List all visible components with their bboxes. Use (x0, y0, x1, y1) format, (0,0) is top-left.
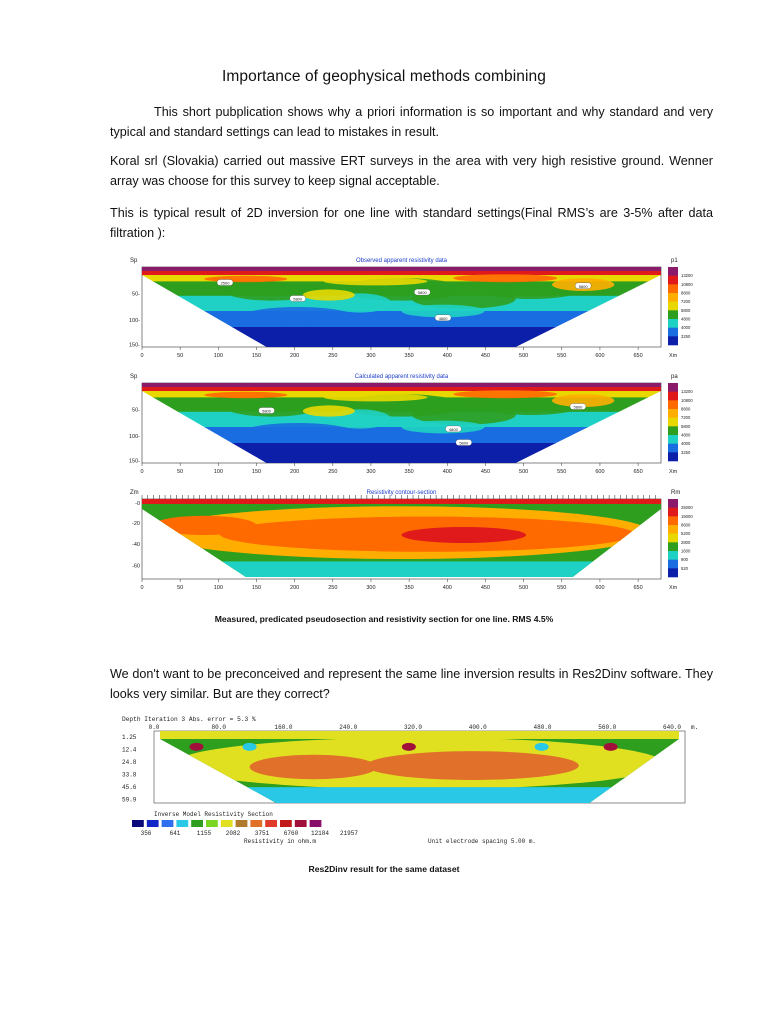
res2dinv-depth-tick: 12.4 (122, 746, 137, 754)
legend-swatch (668, 293, 678, 302)
res2dinv-depth-tick: 24.8 (122, 759, 137, 766)
legend-value: 13200 (681, 273, 693, 279)
x-tick-label: 600 (595, 585, 605, 591)
res2dinv-legend-value: 12184 (310, 830, 330, 837)
res2dinv-legend-swatch (162, 820, 174, 827)
contour-label: 5800 (578, 283, 588, 289)
legend-swatch (668, 444, 678, 453)
x-tick-label: 200 (290, 353, 300, 359)
color-band (142, 383, 661, 388)
x-tick-label: 350 (404, 585, 414, 591)
color-band (142, 271, 661, 276)
x-tick-label: 50 (177, 353, 184, 359)
y-tick-label: 150- (128, 342, 140, 349)
x-tick-label: 350 (404, 469, 414, 475)
x-unit-label: Xm (669, 585, 678, 591)
x-tick-label: 0 (140, 353, 144, 359)
res2dinv-x-tick: 240.0 (339, 724, 358, 731)
res2dinv-spot (604, 743, 618, 751)
res2dinv-spot (243, 743, 257, 751)
legend-value: 10800 (681, 397, 693, 403)
x-tick-label: 600 (595, 469, 605, 475)
x-tick-label: 200 (290, 585, 300, 591)
legend-swatch (668, 525, 678, 534)
legend-swatch (668, 383, 678, 392)
section-top-band (142, 499, 661, 504)
x-tick-label: 250 (328, 585, 338, 591)
x-tick-label: 500 (519, 469, 529, 475)
legend-swatch (668, 302, 678, 311)
x-tick-label: 0 (140, 469, 144, 475)
unit-label: p1 (671, 258, 678, 264)
figure-panel-resistivity-section (126, 487, 693, 597)
res2dinv-legend-value: 6760 (283, 830, 299, 837)
legend-swatch (668, 284, 678, 293)
legend-value: 1600 (681, 548, 691, 554)
y-tick-label: -0 (135, 501, 140, 507)
legend-value: 4000 (681, 325, 691, 331)
res2dinv-spacing-label: Unit electrode spacing 5.00 m. (428, 838, 537, 845)
x-tick-label: 650 (633, 353, 643, 359)
x-tick-label: 300 (366, 585, 376, 591)
section-core (402, 527, 527, 543)
color-band (142, 267, 661, 272)
x-tick-label: 100 (213, 469, 223, 475)
res2dinv-x-unit: m. (691, 724, 699, 731)
x-tick-label: 150 (251, 469, 262, 475)
res2dinv-spot (402, 743, 416, 751)
x-tick-label: 450 (480, 585, 491, 591)
contour-label: 5800 (459, 440, 469, 446)
anomaly-blob (303, 289, 355, 300)
panel-title: Observed apparent resistivity data (355, 258, 448, 264)
x-tick-label: 400 (442, 469, 452, 475)
contour-label: 5800 (573, 404, 583, 410)
anomaly-blob (246, 423, 350, 439)
anomaly-blob (303, 405, 355, 416)
res2dinv-legend-swatch (191, 820, 203, 827)
x-tick-label: 150 (251, 585, 262, 591)
res2dinv-legend-swatch (132, 820, 144, 827)
x-tick-label: 200 (290, 469, 300, 475)
legend-swatch (668, 310, 678, 319)
x-tick-label: 0 (140, 585, 144, 591)
res2dinv-lens (250, 755, 377, 779)
res2dinv-legend-swatch (295, 820, 307, 827)
unit-label: Rm (671, 490, 681, 496)
res2dinv-x-tick: 320.0 (404, 724, 423, 731)
legend-swatch (668, 267, 678, 276)
res2dinv-legend-value: 2082 (225, 830, 241, 837)
res2dinv-legend-swatch (206, 820, 218, 827)
res2dinv-x-tick: 160.0 (274, 724, 293, 731)
y-tick-label: 150- (128, 458, 140, 465)
res2dinv-legend-value: 356 (140, 830, 152, 837)
legend-swatch (668, 534, 678, 543)
res2dinv-resistivity-label: Resistivity in ohm.m (244, 838, 317, 845)
res2dinv-spot (535, 743, 549, 751)
legend-swatch (668, 400, 678, 409)
legend-swatch (668, 568, 678, 577)
legend-swatch (668, 392, 678, 401)
y-tick-label: 100- (128, 317, 140, 324)
anomaly-blob (204, 276, 287, 282)
legend-value: 4800 (681, 432, 691, 438)
res2dinv-x-tick: 480.0 (533, 724, 552, 731)
figure1-caption: Measured, predicated pseudosection and resistivity section for one line. RMS 4.5% (214, 614, 554, 624)
legend-value: 8600 (681, 522, 691, 528)
res2dinv-depth-tick: 1.25 (122, 734, 137, 741)
panel-title: Calculated apparent resistivity data (354, 374, 449, 380)
figure2-caption: Res2Dinv result for the same dataset (308, 864, 460, 874)
y-tick-label: 50- (132, 291, 140, 298)
legend-swatch (668, 426, 678, 435)
legend-swatch (668, 551, 678, 560)
x-tick-label: 150 (251, 353, 262, 359)
y-tick-label: 50- (132, 407, 140, 414)
res2dinv-x-tick: 0.0 (148, 724, 160, 731)
res2dinv-lens (366, 751, 578, 780)
res2dinv-spot (189, 743, 203, 751)
legend-value: 15000 (681, 513, 693, 519)
res2dinv-depth-tick: 45.6 (122, 784, 137, 791)
anomaly-blob (324, 393, 428, 401)
res2dinv-header: Depth Iteration 3 Abs. error = 5.3 % (122, 716, 256, 723)
x-tick-label: 550 (557, 585, 567, 591)
anomaly-blob (225, 397, 318, 416)
contour-label: 4800 (448, 427, 458, 432)
legend-swatch (668, 319, 678, 328)
res2dinv-legend-swatch (265, 820, 277, 827)
legend-value: 3250 (681, 333, 691, 339)
x-tick-label: 500 (519, 585, 529, 591)
legend-swatch (668, 452, 678, 461)
anomaly-blob (246, 307, 350, 323)
x-unit-label: Xm (669, 469, 678, 475)
legend-value: 4800 (681, 316, 691, 322)
anomaly-blob (453, 390, 557, 398)
contour-label: 5800 (262, 408, 272, 414)
axis-label: Zm (130, 490, 139, 496)
x-tick-label: 550 (557, 353, 567, 359)
x-tick-label: 550 (557, 469, 567, 475)
paragraph-res2dinv: We don't want to be preconceived and represent the same line inversion results in Res2Dinv software. They looks very similar. But are they correct? (110, 667, 713, 701)
anomaly-blob (453, 274, 557, 282)
x-tick-label: 650 (633, 585, 643, 591)
x-tick-label: 100 (213, 585, 223, 591)
legend-swatch (668, 435, 678, 444)
contour-label: 4800 (438, 315, 448, 321)
legend-value: 520 (681, 565, 688, 571)
legend-value: 5800 (681, 423, 691, 429)
legend-value: 4000 (681, 441, 691, 447)
res2dinv-x-tick: 80.0 (211, 724, 226, 731)
legend-value: 3250 (681, 449, 691, 455)
legend-swatch (668, 499, 678, 508)
res2dinv-figure (118, 713, 698, 851)
legend-value: 5200 (681, 531, 691, 537)
res2dinv-legend-value: 3751 (254, 830, 270, 837)
x-tick-label: 300 (366, 353, 376, 359)
figure-panel-observed (126, 255, 693, 365)
legend-swatch (668, 418, 678, 427)
paragraph-koral: Koral srl (Slovakia) carried out massive ERT surveys in the area with very high resistive ground. Wenner array was choose for this survey to keep signal acceptable. (110, 154, 713, 188)
legend-value: 8800 (681, 406, 691, 412)
res2dinv-x-tick: 400.0 (468, 724, 487, 731)
unit-label: pa (671, 374, 678, 380)
legend-value: 13200 (681, 389, 693, 395)
x-tick-label: 250 (328, 353, 338, 359)
x-unit-label: Xm (669, 353, 678, 359)
y-tick-label: -20 (132, 521, 140, 527)
res2dinv-legend-swatch (176, 820, 188, 827)
paragraph-intro: This short pubplication shows why a priori information is so important and why standard and very typical and standard settings can lead to mistakes in result. (110, 105, 713, 139)
res2dinv-legend-swatch (250, 820, 262, 827)
legend-value: 25000 (681, 505, 693, 511)
x-tick-label: 50 (177, 469, 184, 475)
legend-swatch (668, 560, 678, 569)
document-title: Importance of geophysical methods combining (222, 68, 546, 85)
anomaly-blob (324, 277, 428, 285)
panel-title: Resistivity contour-section (366, 490, 437, 496)
legend-swatch (668, 336, 678, 345)
x-tick-label: 450 (480, 469, 491, 475)
legend-swatch (668, 516, 678, 525)
legend-value: 8800 (681, 290, 691, 296)
res2dinv-depth-tick: 59.9 (122, 796, 137, 804)
legend-swatch (668, 508, 678, 517)
axis-label: Sp (130, 374, 138, 380)
paragraph-typical-result: This is typical result of 2D inversion for one line with standard settings(Final RMS’s are 3-5% after data filtration ): (110, 206, 713, 240)
res2dinv-legend-swatch (221, 820, 233, 827)
res2dinv-legend-swatch (147, 820, 159, 827)
legend-value: 7200 (681, 415, 691, 421)
y-tick-label: -60 (132, 563, 140, 570)
legend-value: 7200 (681, 299, 691, 305)
legend-swatch (668, 276, 678, 285)
anomaly-blob (402, 421, 485, 434)
x-tick-label: 600 (595, 353, 605, 359)
res2dinv-legend-swatch (236, 820, 248, 827)
x-tick-label: 250 (328, 469, 338, 475)
contour-label: 2500 (220, 280, 230, 286)
legend-swatch (668, 328, 678, 337)
res2dinv-legend-value: 21957 (339, 830, 359, 837)
legend-value: 2800 (681, 539, 691, 545)
res2dinv-legend-value: 1155 (196, 830, 212, 837)
res2dinv-depth-tick: 33.8 (122, 771, 137, 779)
figure-panel-calculated (126, 371, 693, 481)
x-tick-label: 400 (442, 585, 452, 591)
contour-label: 5800 (293, 296, 303, 302)
legend-swatch (668, 409, 678, 418)
res2dinv-legend-title: Inverse Model Resistivity Section (154, 811, 273, 818)
contour-label: 5800 (417, 290, 427, 296)
res2dinv-x-tick: 560.0 (598, 724, 617, 731)
x-tick-label: 100 (213, 353, 223, 359)
legend-value: 10800 (681, 281, 693, 287)
res2dinv-legend-value: 641 (169, 830, 181, 837)
x-tick-label: 650 (633, 469, 643, 475)
x-tick-label: 50 (177, 585, 184, 591)
y-tick-label: 100- (128, 433, 140, 440)
legend-value: 5800 (681, 307, 691, 313)
res2dinv-legend-swatch (280, 820, 292, 827)
x-tick-label: 400 (442, 353, 452, 359)
x-tick-label: 450 (480, 353, 491, 359)
legend-swatch (668, 542, 678, 551)
color-band (142, 387, 661, 392)
legend-value: 900 (681, 557, 688, 563)
x-tick-label: 500 (519, 353, 529, 359)
y-tick-label: -40 (132, 541, 140, 548)
res2dinv-x-tick: 640.0 (663, 724, 682, 731)
res2dinv-legend-swatch (310, 820, 322, 827)
anomaly-blob (204, 392, 287, 398)
axis-label: Sp (130, 258, 138, 264)
x-tick-label: 350 (404, 353, 414, 359)
x-tick-label: 300 (366, 469, 376, 475)
